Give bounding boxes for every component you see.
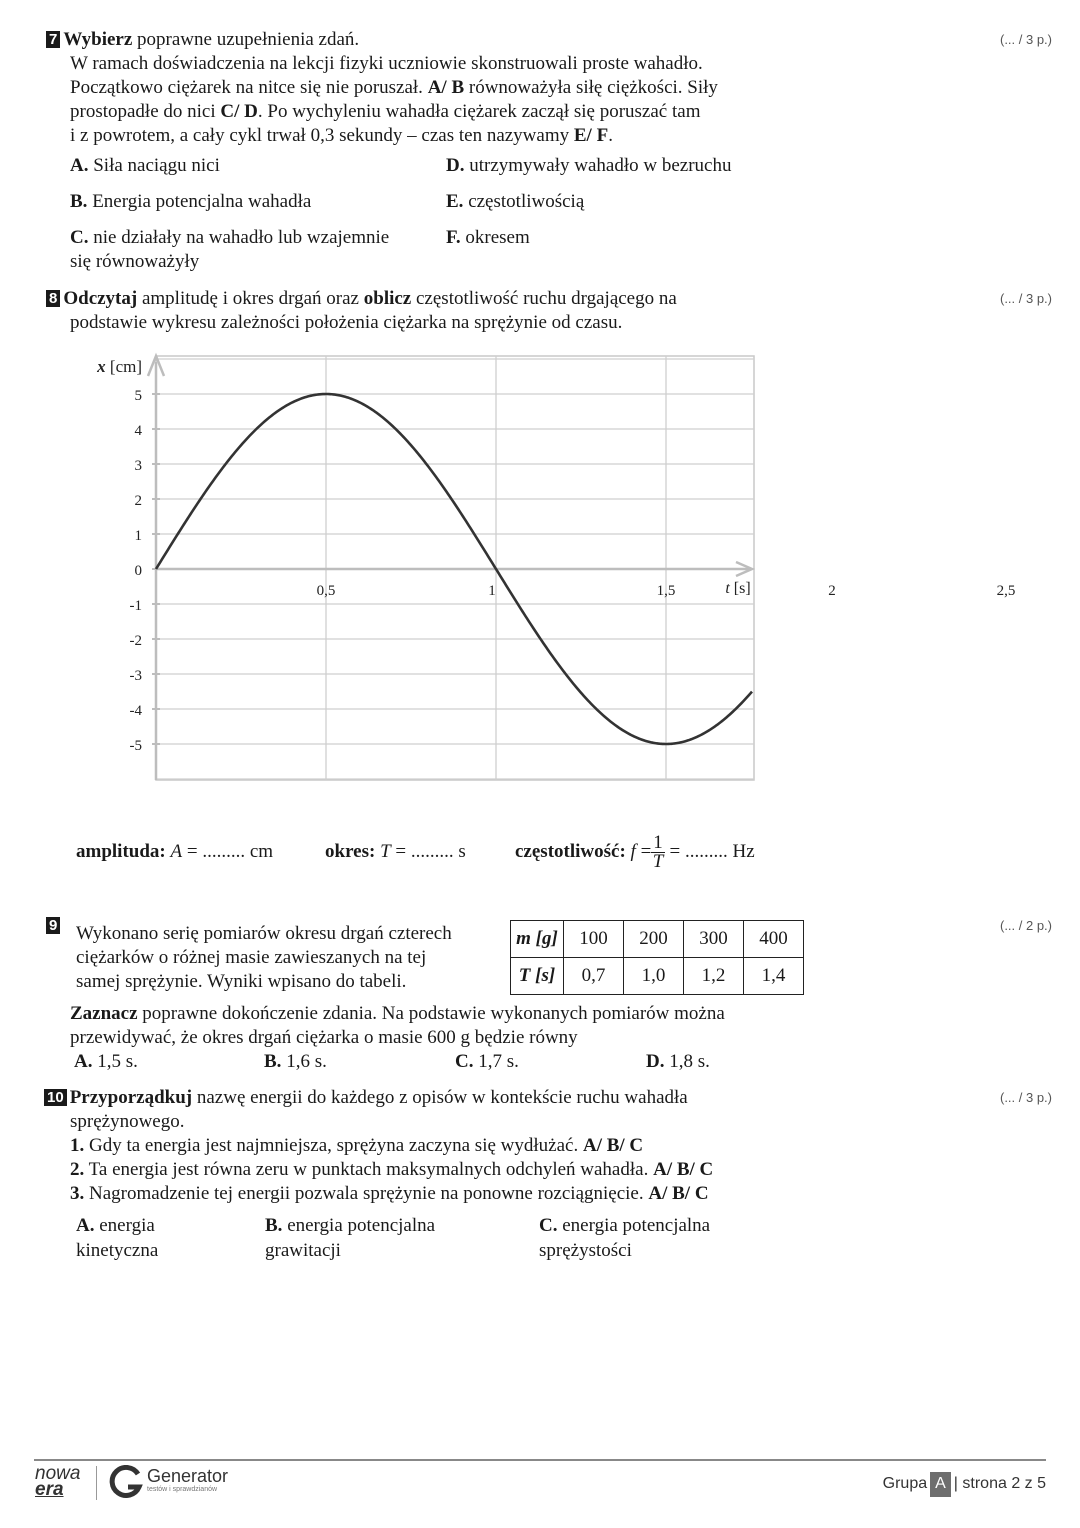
chart-axes: [148, 356, 752, 780]
x-axis-label: t [s]: [725, 580, 751, 597]
table-cell-header: T [s]: [511, 958, 564, 995]
q7-title: poprawne uzupełnienia zdań.: [132, 29, 360, 50]
table-cell-header: m [g]: [511, 921, 564, 958]
q8-answer-amplitude[interactable]: amplituda: A = ......... cm: [76, 841, 274, 862]
q7-choice-ab[interactable]: A/ B: [427, 77, 465, 98]
q9-task2: przewidywać, że okres drgań ciężarka o masie 600 g będzie równy: [70, 1027, 578, 1048]
q10-option-c[interactable]: C. energia potencjalna sprężystości: [539, 1215, 711, 1261]
q7-line1: W ramach doświadczenia na lekcji fizyki uczniowie skonstruowali proste wahadło.: [70, 53, 703, 74]
q10-points: (... / 3 p.): [999, 1090, 1052, 1105]
q10-item-2-choice[interactable]: A/ B/ C: [653, 1159, 714, 1180]
table-cell: 1,0: [624, 958, 684, 995]
y-tick-label: -5: [129, 738, 142, 754]
q9-answer-c[interactable]: C. 1,7 s.: [455, 1051, 519, 1072]
y-tick-label: -3: [129, 668, 142, 684]
page-info: Grupa A | strona 2 z 5: [883, 1472, 1046, 1497]
q9-intro2: ciężarków o różnej masie zawieszanych na tej: [76, 947, 427, 968]
x-tick-label: 2: [828, 583, 836, 599]
y-tick-label: 0: [134, 563, 142, 579]
y-tick-label: -1: [129, 598, 142, 614]
x-tick-label: 2,5: [996, 583, 1016, 599]
q9-number: 9: [46, 917, 60, 934]
q9-number-wrap: [46, 914, 63, 939]
q9-intro1: Wykonano serię pomiarów okresu drgań czterech: [76, 923, 452, 944]
q7-choice-cd[interactable]: C/ D: [220, 101, 258, 122]
q9-answer-b[interactable]: B. 1,6 s.: [264, 1051, 327, 1072]
table-cell: 200: [624, 921, 684, 958]
q7-option-c-cont: się równoważyły: [70, 251, 200, 272]
table-cell: 1,2: [684, 958, 744, 995]
table-cell: 400: [744, 921, 804, 958]
q9-table: [510, 920, 804, 995]
q8-line2: podstawie wykresu zależności położenia ciężarka na sprężynie od czasu.: [70, 312, 623, 333]
q10-number: 10: [44, 1089, 67, 1106]
q7-line2: Początkowo ciężarek na nitce się nie poruszał. A/ B równoważyła siłę ciężkości. Siły: [70, 77, 718, 98]
generator-g-icon: [108, 1465, 144, 1501]
y-tick-label: 2: [134, 493, 142, 509]
y-tick-label: -2: [129, 633, 142, 649]
q7-option-d[interactable]: D. utrzymywały wahadło w bezruchu: [446, 155, 732, 176]
q7-option-a[interactable]: A. Siła naciągu nici: [70, 155, 220, 176]
fraction-1-over-T: $\frac{1}{T}$: [652, 832, 664, 873]
x-tick-label: 1,5: [656, 583, 676, 599]
table-cell: 1,4: [744, 958, 804, 995]
q7-option-b[interactable]: B. Energia potencjalna wahadła: [70, 191, 312, 212]
y-tick-label: -4: [129, 703, 142, 719]
q10-item-2: 2. Ta energia jest równa zeru w punktach maksymalnych odchyleń wahadła. A/ B/ C: [70, 1159, 714, 1180]
x-tick-label: 1: [488, 583, 496, 599]
footer-separator: [96, 1466, 97, 1500]
y-axis-label: x [cm]: [97, 357, 142, 376]
generator-brand: Generator testów i sprawdzianów: [147, 1466, 229, 1493]
q10-option-a[interactable]: A. energia kinetyczna: [76, 1215, 159, 1261]
q8-points: (... / 3 p.): [999, 291, 1052, 306]
y-tick-label: 5: [134, 388, 142, 404]
q7-option-f[interactable]: F. okresem: [446, 227, 530, 248]
q7-option-c[interactable]: C. nie działały na wahadło lub wzajemnie: [70, 227, 390, 248]
q9-answer-d[interactable]: D. 1,8 s.: [646, 1051, 710, 1072]
x-tick-label: 0,5: [316, 583, 336, 599]
footer-divider: [34, 1459, 1046, 1461]
q10-item-3: 3. Nagromadzenie tej energii pozwala sprężynie na ponowne rozciągnięcie. A/ B/ C: [70, 1183, 709, 1204]
q10-item-3-choice[interactable]: A/ B/ C: [648, 1183, 709, 1204]
table-cell: 0,7: [564, 958, 624, 995]
q7-line3: prostopadłe do nici C/ D. Po wychyleniu wahadła ciężarek zaczął się poruszać tam: [70, 101, 701, 122]
q7-option-e[interactable]: E. częstotliwością: [446, 191, 585, 212]
y-tick-label: 1: [134, 528, 142, 544]
q10-item-1: 1. Gdy ta energia jest najmniejsza, sprężyna zaczyna się wydłużać. A/ B/ C: [70, 1135, 644, 1156]
q9-intro3: samej sprężynie. Wyniki wpisano do tabeli.: [76, 971, 407, 992]
q10-option-b[interactable]: B. energia potencjalna grawitacji: [265, 1215, 436, 1261]
q9-answer-a[interactable]: A. 1,5 s.: [74, 1051, 138, 1072]
table-cell: 300: [684, 921, 744, 958]
chart-ticks: [96, 357, 1080, 754]
table-row: [511, 921, 804, 958]
q10-line2: sprężynowego.: [70, 1111, 185, 1132]
y-tick-label: 3: [134, 458, 142, 474]
q9-task1: Zaznacz poprawne dokończenie zdania. Na podstawie wykonanych pomiarów można: [70, 1003, 725, 1024]
y-tick-label: 4: [134, 423, 142, 439]
q7-line4: i z powrotem, a cały cykl trwał 0,3 sekundy – czas ten nazywamy E/ F.: [70, 125, 613, 146]
q8-number: 8: [46, 290, 60, 307]
q7-number: 7: [46, 31, 60, 48]
table-cell: 100: [564, 921, 624, 958]
q7-points: (... / 3 p.): [999, 32, 1052, 47]
q10-item-1-choice[interactable]: A/ B/ C: [582, 1135, 644, 1156]
nowa-era-logo: nowa era: [35, 1463, 81, 1500]
group-badge: A: [930, 1472, 951, 1497]
table-row: [511, 958, 804, 995]
q8-answer-period[interactable]: okres: T = ......... s: [325, 841, 466, 862]
q9-points: (... / 2 p.): [999, 918, 1052, 933]
q10-header: 10 Przyporządkuj nazwę energii do każdego z opisów w kontekście ruchu wahadła: [44, 1086, 688, 1111]
q8-header: 8 Odczytaj amplitudę i okres drgań oraz oblicz częstotliwość ruchu drgającego na: [46, 287, 677, 312]
q7-choice-ef[interactable]: E/ F: [573, 125, 609, 146]
q7-verb: Wybierz: [63, 29, 133, 50]
q8-answer-frequency[interactable]: częstotliwość: f = $\frac{1}{T}$ = ......... Hz: [515, 832, 755, 873]
